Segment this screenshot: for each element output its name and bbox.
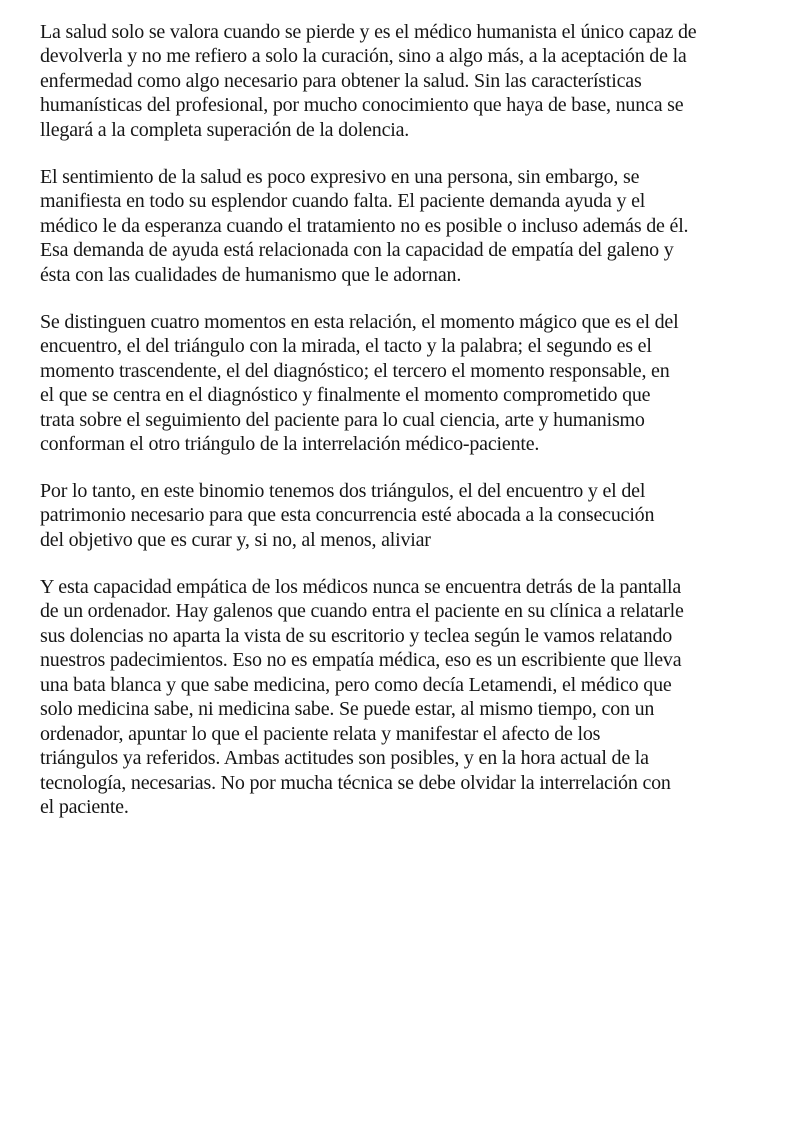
text-line: el paciente. [40,796,129,819]
text-line: ésta con las cualidades de humanismo que le adornan. [40,263,462,286]
paragraph-2 [40,165,758,287]
text-line: llegará a la completa superación de la dolencia. [40,118,410,141]
text-line: manifiesta en todo su esplendor cuando falta. El paciente demanda ayuda y el [40,190,646,213]
article-text [40,20,758,820]
text-line: sus dolencias no aparta la vista de su escritorio y teclea según le vamos relatando [40,624,673,647]
text-line: el que se centra en el diagnóstico y finalmente el momento comprometido que [40,384,651,407]
text-line: devolverla y no me refiero a solo la curación, sino a algo más, a la aceptación de la [40,45,687,68]
text-line: solo medicina sabe, ni medicina sabe. Se puede estar, al mismo tiempo, con un [40,698,655,721]
text-line: Por lo tanto, en este binomio tenemos dos triángulos, el del encuentro y el del [40,480,646,503]
text-line: Y esta capacidad empática de los médicos nunca se encuentra detrás de la pantalla [40,575,682,598]
text-line: una bata blanca y que sabe medicina, pero como decía Letamendi, el médico que [40,673,672,696]
text-line: nuestros padecimientos. Eso no es empatía médica, eso es un escribiente que lleva [40,649,682,672]
text-line: enfermedad como algo necesario para obtener la salud. Sin las características [40,69,642,92]
text-line: momento trascendente, el del diagnóstico; el tercero el momento responsable, en [40,359,670,382]
text-line: del objetivo que es curar y, si no, al menos, aliviar [40,528,431,551]
paragraph-1 [40,20,758,142]
text-line: médico le da esperanza cuando el tratamiento no es posible o incluso además de él. [40,214,689,237]
text-line: El sentimiento de la salud es poco expresivo en una persona, sin embargo, se [40,165,640,188]
text-line: tecnología, necesarias. No por mucha técnica se debe olvidar la interrelación con [40,771,671,794]
text-line: Se distinguen cuatro momentos en esta relación, el momento mágico que es el del [40,310,679,333]
text-line: patrimonio necesario para que esta concurrencia esté abocada a la consecución [40,504,655,527]
text-line: triángulos ya referidos. Ambas actitudes son posibles, y en la hora actual de la [40,747,649,770]
text-line: encuentro, el del triángulo con la mirada, el tacto y la palabra; el segundo es el [40,335,652,358]
text-line: La salud solo se valora cuando se pierde y es el médico humanista el único capaz de [40,21,697,43]
text-line: ordenador, apuntar lo que el paciente relata y manifestar el afecto de los [40,722,601,745]
text-line: humanísticas del profesional, por mucho conocimiento que haya de base, nunca se [40,94,684,117]
text-line: de un ordenador. Hay galenos que cuando entra el paciente en su clínica a relatarle [40,600,684,623]
paragraph-4 [40,479,758,552]
text-line: trata sobre el seguimiento del paciente para lo cual ciencia, arte y humanismo [40,408,645,431]
text-line: Esa demanda de ayuda está relacionada con la capacidad de empatía del galeno y [40,239,674,262]
paragraph-5 [40,575,758,820]
text-line: conforman el otro triángulo de la interrelación médico-paciente. [40,432,540,455]
paragraph-3 [40,310,758,457]
